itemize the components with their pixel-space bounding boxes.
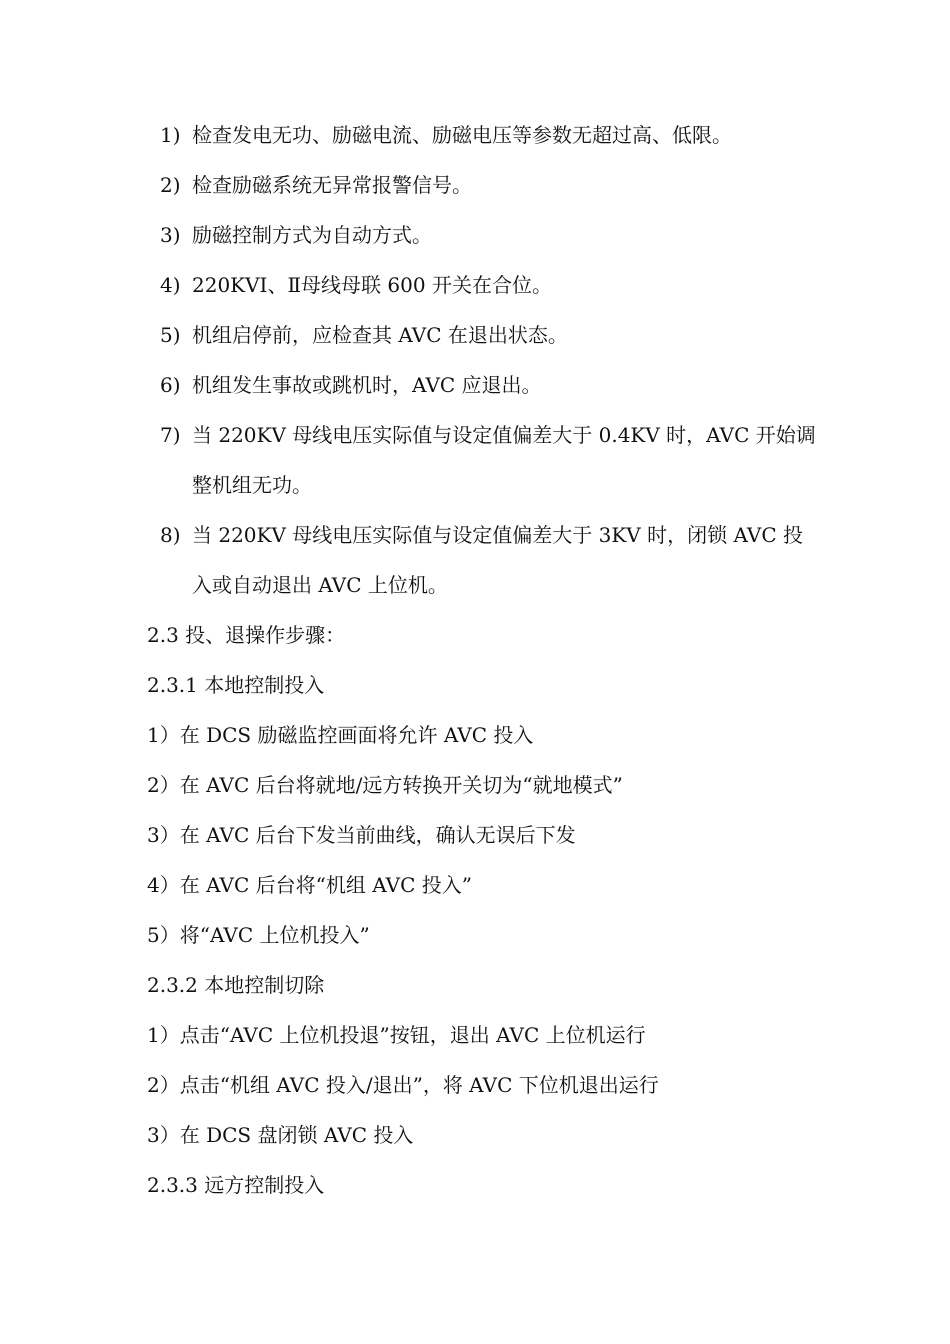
list-item-text: 机组发生事故或跳机时，AVC 应退出。 [192,373,542,397]
step-line: 1）在 DCS 励磁监控画面将允许 AVC 投入 [147,723,534,747]
list-item [160,410,820,510]
subsection-heading: 2.3.1 本地控制投入 [147,673,325,697]
list-item-number: 6) [160,373,181,397]
list-item-text: 机组启停前，应检查其 AVC 在退出状态。 [192,323,568,347]
list-item [160,260,820,310]
list-item [160,310,820,360]
subsection-heading: 2.3.2 本地控制切除 [147,973,325,997]
list-item-number: 1) [160,123,181,147]
list-item-text: 当 220KV 母线电压实际值与设定值偏差大于 0.4KV 时，AVC 开始调整机组无功。 [192,423,816,497]
list-item [160,210,820,260]
list-item-number: 2) [160,173,181,197]
subsection-heading: 2.3.3 远方控制投入 [147,1173,325,1197]
list-item [160,360,820,410]
list-item-number: 5) [160,323,181,347]
step-line: 3）在 DCS 盘闭锁 AVC 投入 [147,1123,414,1147]
list-item-text: 励磁控制方式为自动方式。 [192,223,432,247]
step-line: 4）在 AVC 后台将“机组 AVC 投入” [147,873,472,897]
step-line: 1）点击“AVC 上位机投退”按钮，退出 AVC 上位机运行 [147,1023,646,1047]
list-item-number: 8) [160,523,181,547]
list-item-text: 220KVⅠ、Ⅱ母线母联 600 开关在合位。 [192,273,552,297]
list-item [160,510,820,610]
section-title: 2.3 投、退操作步骤： [147,623,346,647]
step-line: 2）点击“机组 AVC 投入/退出”，将 AVC 下位机退出运行 [147,1073,659,1097]
list-item [160,160,820,210]
list-item-number: 4) [160,273,181,297]
step-line: 2）在 AVC 后台将就地/远方转换开关切为“就地模式” [147,773,623,797]
list-item [160,110,820,160]
list-item-text: 检查励磁系统无异常报警信号。 [192,173,472,197]
step-line: 5）将“AVC 上位机投入” [147,923,370,947]
step-line: 3）在 AVC 后台下发当前曲线，确认无误后下发 [147,823,576,847]
list-item-text: 当 220KV 母线电压实际值与设定值偏差大于 3KV 时，闭锁 AVC 投入或自动退出 AVC 上位机。 [192,523,804,597]
list-item-number: 7) [160,423,181,447]
list-item-text: 检查发电无功、励磁电流、励磁电压等参数无超过高、低限。 [192,123,732,147]
list-item-number: 3) [160,223,181,247]
